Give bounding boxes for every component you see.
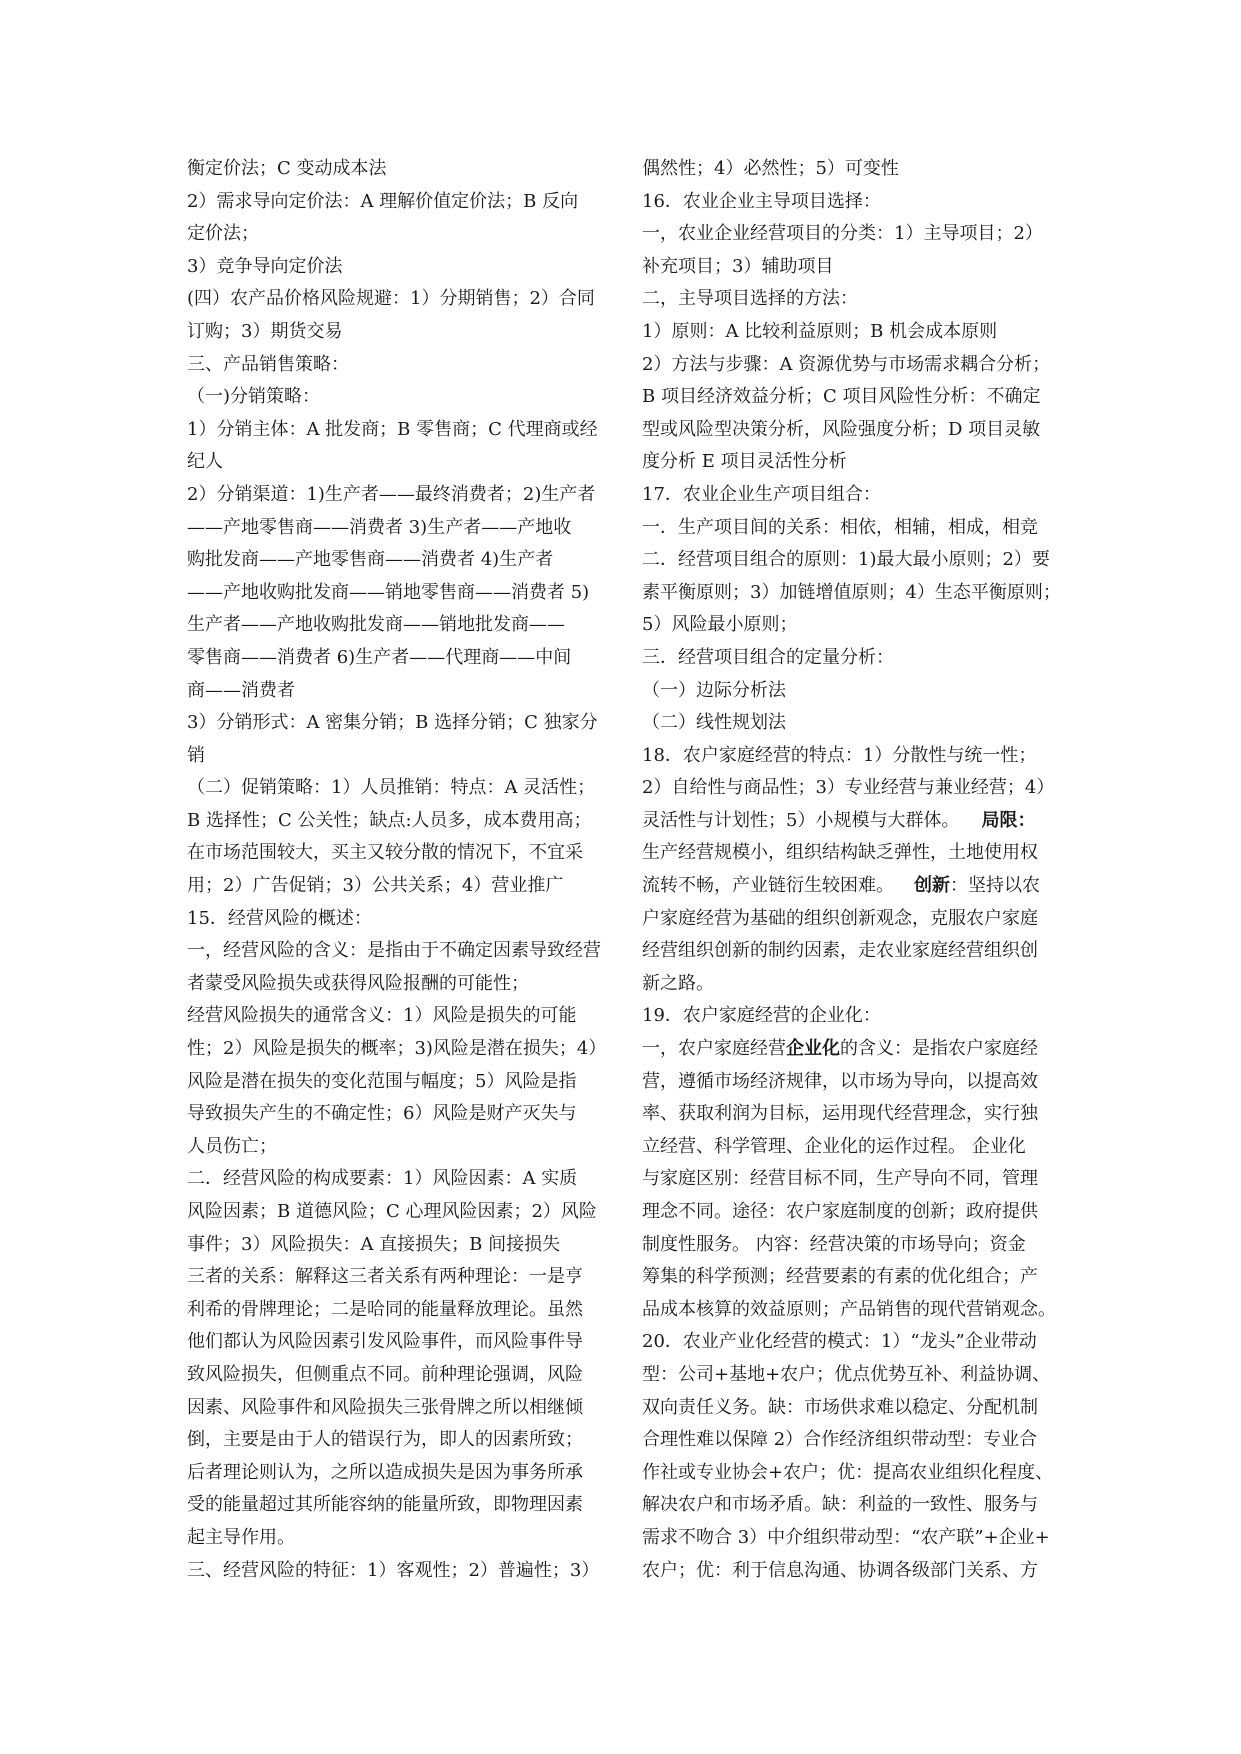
text-line <box>642 1163 1066 1196</box>
text-line <box>187 414 611 447</box>
text-line-content: 事件；3）风险损失：A 直接损失；B 间接损失 <box>187 1233 561 1255</box>
text-line <box>642 1294 1066 1327</box>
text-line-content: （二）促销策略：1）人员推销：特点：A 灵活性； <box>187 777 596 799</box>
text-line-content: 在市场范围较大，买主又较分散的情况下，不宜采 <box>187 842 583 864</box>
text-line-content: 销 <box>187 744 205 766</box>
text-line <box>187 1392 611 1425</box>
text-line-content: 筹集的科学预测；经营要素的有素的优化组合；产 <box>642 1266 1038 1288</box>
text-line <box>642 935 1066 968</box>
text-line <box>187 935 611 968</box>
text-line-content: 商——消费者 <box>187 679 295 701</box>
text-line-content: 营，遵循市场经济规律，以市场为导向，以提高效 <box>642 1070 1038 1092</box>
text-line <box>642 870 1066 903</box>
text-line-content: 订购；3）期货交易 <box>187 320 343 342</box>
text-line <box>187 544 611 577</box>
text-line-content: 灵活性与计划性；5）小规模与大群体。 <box>642 809 960 831</box>
text-line-content: 者蒙受风险损失或获得风险报酬的可能性； <box>187 972 529 994</box>
text-line-content: 风险是潜在损失的变化范围与幅度；5）风险是指 <box>187 1070 577 1092</box>
text-line <box>642 609 1066 642</box>
text-line-content: 二．经营风险的构成要素：1）风险因素：A 实质 <box>187 1168 578 1190</box>
text-line-content: 户家庭经营为基础的组织创新观念，克服农户家庭 <box>642 907 1038 929</box>
text-line-content: 2）需求导向定价法：A 理解价值定价法；B 反向 <box>187 190 579 212</box>
text-line <box>187 1098 611 1131</box>
text-line <box>642 740 1066 773</box>
text-line-content: 度分析 E 项目灵活性分析 <box>642 451 847 473</box>
text-line-content: 生产者——产地收购批发商——销地批发商—— <box>187 614 565 636</box>
text-line <box>642 1555 1066 1588</box>
text-line <box>187 446 611 479</box>
text-line <box>187 153 611 186</box>
text-line <box>187 1066 611 1099</box>
text-line <box>187 1555 611 1588</box>
text-line-content: 导致损失产生的不确定性；6）风险是财产灭失与 <box>187 1103 577 1125</box>
text-line <box>642 1000 1066 1033</box>
text-line-content: 一，农户家庭经营 <box>642 1038 786 1060</box>
text-line-content: 型：公司+基地+农户；优点优势互补、利益协调、 <box>642 1363 1051 1385</box>
text-line <box>642 1326 1066 1359</box>
text-line <box>187 1000 611 1033</box>
text-line-content: 制度性服务。 内容：经营决策的市场导向；资金 <box>642 1233 1026 1255</box>
text-line <box>642 1131 1066 1164</box>
text-line <box>642 544 1066 577</box>
text-line-content: 三者的关系：解释这三者关系有两种理论：一是亨 <box>187 1266 583 1288</box>
text-line-content: 他们都认为风险因素引发风险事件，而风险事件导 <box>187 1331 583 1353</box>
text-line-content: 1）原则：A 比较利益原则；B 机会成本原则 <box>642 320 998 342</box>
text-line <box>187 186 611 219</box>
text-line <box>187 1359 611 1392</box>
text-line-content: 利希的骨牌理论；二是哈同的能量释放理论。虽然 <box>187 1298 583 1320</box>
text-line <box>642 1457 1066 1490</box>
text-line-content: 3）竞争导向定价法 <box>187 255 343 277</box>
text-line <box>187 381 611 414</box>
innovation-text: ：坚持以农 <box>950 875 1040 897</box>
right-column <box>642 153 1066 1587</box>
text-line-content: （二）线性规划法 <box>642 712 786 734</box>
text-line-content: 一，农业企业经营项目的分类：1）主导项目；2） <box>642 223 1043 245</box>
text-line-content: ——产地收购批发商——销地零售商——消费者 5) <box>187 581 590 603</box>
text-line-content: 三、经营风险的特征：1）客观性；2）普遍性；3） <box>187 1559 600 1581</box>
text-line-content: 解决农户和市场矛盾。缺：利益的一致性、服务与 <box>642 1494 1038 1516</box>
text-line-content: 致风险损失，但侧重点不同。前种理论强调，风险 <box>187 1363 583 1385</box>
text-line-content: 购批发商——产地零售商——消费者 4)生产者 <box>187 549 554 571</box>
text-line <box>187 1457 611 1490</box>
text-line <box>187 609 611 642</box>
text-line-content: 5）风险最小原则； <box>642 614 798 636</box>
text-line <box>642 1229 1066 1262</box>
text-line-content: (四）农产品价格风险规避：1）分期销售；2）合同 <box>187 288 595 310</box>
text-line <box>642 805 1066 838</box>
text-line-content: 受的能量超过其所能容纳的能量所致，即物理因素 <box>187 1494 583 1516</box>
text-line <box>642 1489 1066 1522</box>
text-line-content: 20．农业产业化经营的模式：1）“龙头”企业带动 <box>642 1331 1037 1353</box>
text-line-content: 定价法； <box>187 223 259 245</box>
text-line <box>642 1392 1066 1425</box>
enterprise-definition: 的含义：是指农户家庭经 <box>840 1038 1038 1060</box>
text-line <box>187 283 611 316</box>
text-line-content: 2）自给性与商品性；3）专业经营与兼业经营；4） <box>642 777 1055 799</box>
text-line-content: 率、获取利润为目标，运用现代经营理念，实行独 <box>642 1103 1038 1125</box>
text-line-content: 18．农户家庭经营的特点：1）分散性与统一性； <box>642 744 1037 766</box>
enterprise-term: 企业化 <box>786 1038 840 1060</box>
text-line <box>642 414 1066 447</box>
text-line-content: 16．农业企业主导项目选择： <box>642 190 881 212</box>
text-line <box>187 349 611 382</box>
text-line <box>642 186 1066 219</box>
text-line <box>187 218 611 251</box>
text-line-content: 因素、风险事件和风险损失三张骨牌之所以相继倾 <box>187 1396 583 1418</box>
text-line-content: 起主导作用。 <box>187 1526 295 1548</box>
text-line-content: 15．经营风险的概述： <box>187 907 372 929</box>
text-line <box>187 1424 611 1457</box>
text-line <box>187 837 611 870</box>
text-line <box>642 283 1066 316</box>
text-line-content: 3）分销形式：A 密集分销；B 选择分销；C 独家分 <box>187 712 598 734</box>
text-line-content: 农户；优：利于信息沟通、协调各级部门关系、方 <box>642 1559 1038 1581</box>
text-line <box>187 1261 611 1294</box>
text-line <box>187 1522 611 1555</box>
text-line <box>642 675 1066 708</box>
text-line-content: 风险因素；B 道德风险；C 心理风险因素；2）风险 <box>187 1201 597 1222</box>
text-line <box>187 903 611 936</box>
text-line-content: 偶然性；4）必然性；5）可变性 <box>642 158 899 179</box>
text-line <box>642 772 1066 805</box>
text-line-content: 1）分销主体：A 批发商；B 零售商；C 代理商或经 <box>187 418 598 440</box>
text-line-content: 素平衡原则；3）加链增值原则；4）生态平衡原则； <box>642 581 1061 603</box>
text-line-content: 性；2）风险是损失的概率；3)风险是潜在损失；4） <box>187 1038 607 1060</box>
text-line-content: 双向责任义务。缺：市场供求难以稳定、分配机制 <box>642 1396 1038 1418</box>
text-line-content: 二．经营项目组合的原则：1)最大最小原则；2）要 <box>642 549 1050 571</box>
text-line <box>642 153 1066 186</box>
text-line-content: 合理性难以保障 2）合作经济组织带动型：专业合 <box>642 1429 1038 1451</box>
text-line-content: B 项目经济效益分析；C 项目风险性分析：不确定 <box>642 386 1041 408</box>
text-line <box>187 1294 611 1327</box>
text-line-content: 需求不吻合 3）中介组织带动型：“农产联”+企业+ <box>642 1526 1050 1548</box>
text-line-content: 用；2）广告促销；3）公共关系；4）营业推广 <box>187 875 564 897</box>
text-line <box>642 642 1066 675</box>
text-line <box>187 1131 611 1164</box>
text-line <box>187 1229 611 1262</box>
text-line-content: 人员伤亡； <box>187 1135 277 1157</box>
text-line-content: 经营风险损失的通常含义：1）风险是损失的可能 <box>187 1005 577 1027</box>
text-line-content: 品成本核算的效益原则；产品销售的现代营销观念。 <box>642 1298 1056 1320</box>
text-line <box>642 837 1066 870</box>
text-line <box>187 577 611 610</box>
text-line-content: 新之路。 <box>642 972 714 994</box>
text-line <box>642 1261 1066 1294</box>
text-line-content: 理念不同。途径：农户家庭制度的创新；政府提供 <box>642 1201 1038 1222</box>
text-line-content: （一）边际分析法 <box>642 679 786 701</box>
text-line-content: 19．农户家庭经营的企业化： <box>642 1005 881 1027</box>
text-line-content: 2）分销渠道：1)生产者——最终消费者；2)生产者 <box>187 483 596 505</box>
text-line <box>642 1424 1066 1457</box>
text-line-content: 流转不畅，产业链衍生较困难。 <box>642 875 894 897</box>
text-line <box>187 968 611 1001</box>
text-line <box>187 1326 611 1359</box>
text-line <box>642 1359 1066 1392</box>
text-line <box>187 1196 611 1229</box>
text-line <box>642 446 1066 479</box>
text-line <box>187 870 611 903</box>
text-line <box>642 968 1066 1001</box>
text-line-content: B 选择性；C 公关性；缺点:人员多，成本费用高； <box>187 809 592 831</box>
text-line-content: 三、产品销售策略： <box>187 353 349 375</box>
text-line <box>642 316 1066 349</box>
text-line <box>642 349 1066 382</box>
text-line <box>642 903 1066 936</box>
text-line <box>187 512 611 545</box>
text-line-content: 三．经营项目组合的定量分析： <box>642 646 894 668</box>
text-line-content: 一．生产项目间的关系：相依，相辅，相成，相竞 <box>642 516 1038 538</box>
text-line <box>187 675 611 708</box>
text-line <box>642 577 1066 610</box>
text-line <box>642 512 1066 545</box>
text-line-content: （一)分销策略： <box>187 386 321 408</box>
text-line-content: 一，经营风险的含义：是指由于不确定因素导致经营 <box>187 940 601 962</box>
text-line <box>642 479 1066 512</box>
text-line <box>642 1066 1066 1099</box>
text-line <box>187 1489 611 1522</box>
text-line-content: 后者理论则认为，之所以造成损失是因为事务所承 <box>187 1461 583 1483</box>
text-line-content: 型或风险型决策分析，风险强度分析；D 项目灵敏 <box>642 418 1041 440</box>
text-line-content: 2）方法与步骤：A 资源优势与市场需求耦合分析； <box>642 353 1051 375</box>
text-line <box>187 805 611 838</box>
text-line <box>642 1033 1066 1066</box>
text-line-content: 经营组织创新的制约因素，走农业家庭经营组织创 <box>642 940 1038 962</box>
text-line-content: 补充项目；3）辅助项目 <box>642 255 834 277</box>
text-line <box>642 1196 1066 1229</box>
text-line <box>642 218 1066 251</box>
text-line <box>642 707 1066 740</box>
left-column <box>187 153 611 1587</box>
text-line-content: 作社或专业协会+农户；优：提高农业组织化程度、 <box>642 1461 1054 1483</box>
text-line-content: 二，主导项目选择的方法： <box>642 288 858 310</box>
text-line <box>187 479 611 512</box>
text-line-content: 倒，主要是由于人的错误行为，即人的因素所致； <box>187 1429 583 1451</box>
innovation-label: 创新 <box>914 875 950 897</box>
text-line-content: 生产经营规模小，组织结构缺乏弹性，土地使用权 <box>642 842 1038 864</box>
text-line <box>642 381 1066 414</box>
text-line-content: 零售商——消费者 6)生产者——代理商——中间 <box>187 646 572 668</box>
text-line <box>187 316 611 349</box>
text-line <box>642 1522 1066 1555</box>
limit-label: 局限： <box>981 809 1036 831</box>
text-line-content: 17．农业企业生产项目组合： <box>642 483 881 505</box>
text-line-content: 纪人 <box>187 451 223 473</box>
text-line <box>187 707 611 740</box>
text-line <box>187 740 611 773</box>
text-line <box>187 772 611 805</box>
text-line-content: 立经营、科学管理、企业化的运作过程。 企业化 <box>642 1135 1026 1157</box>
text-line <box>187 1163 611 1196</box>
text-line <box>642 251 1066 284</box>
text-line-content: 与家庭区别：经营目标不同，生产导向不同，管理 <box>642 1168 1038 1190</box>
text-line <box>187 251 611 284</box>
text-line <box>187 642 611 675</box>
text-line <box>187 1033 611 1066</box>
text-line-content: ——产地零售商——消费者 3)生产者——产地收 <box>187 516 572 538</box>
text-line <box>642 1098 1066 1131</box>
text-line-content: 衡定价法；C 变动成本法 <box>187 158 387 179</box>
